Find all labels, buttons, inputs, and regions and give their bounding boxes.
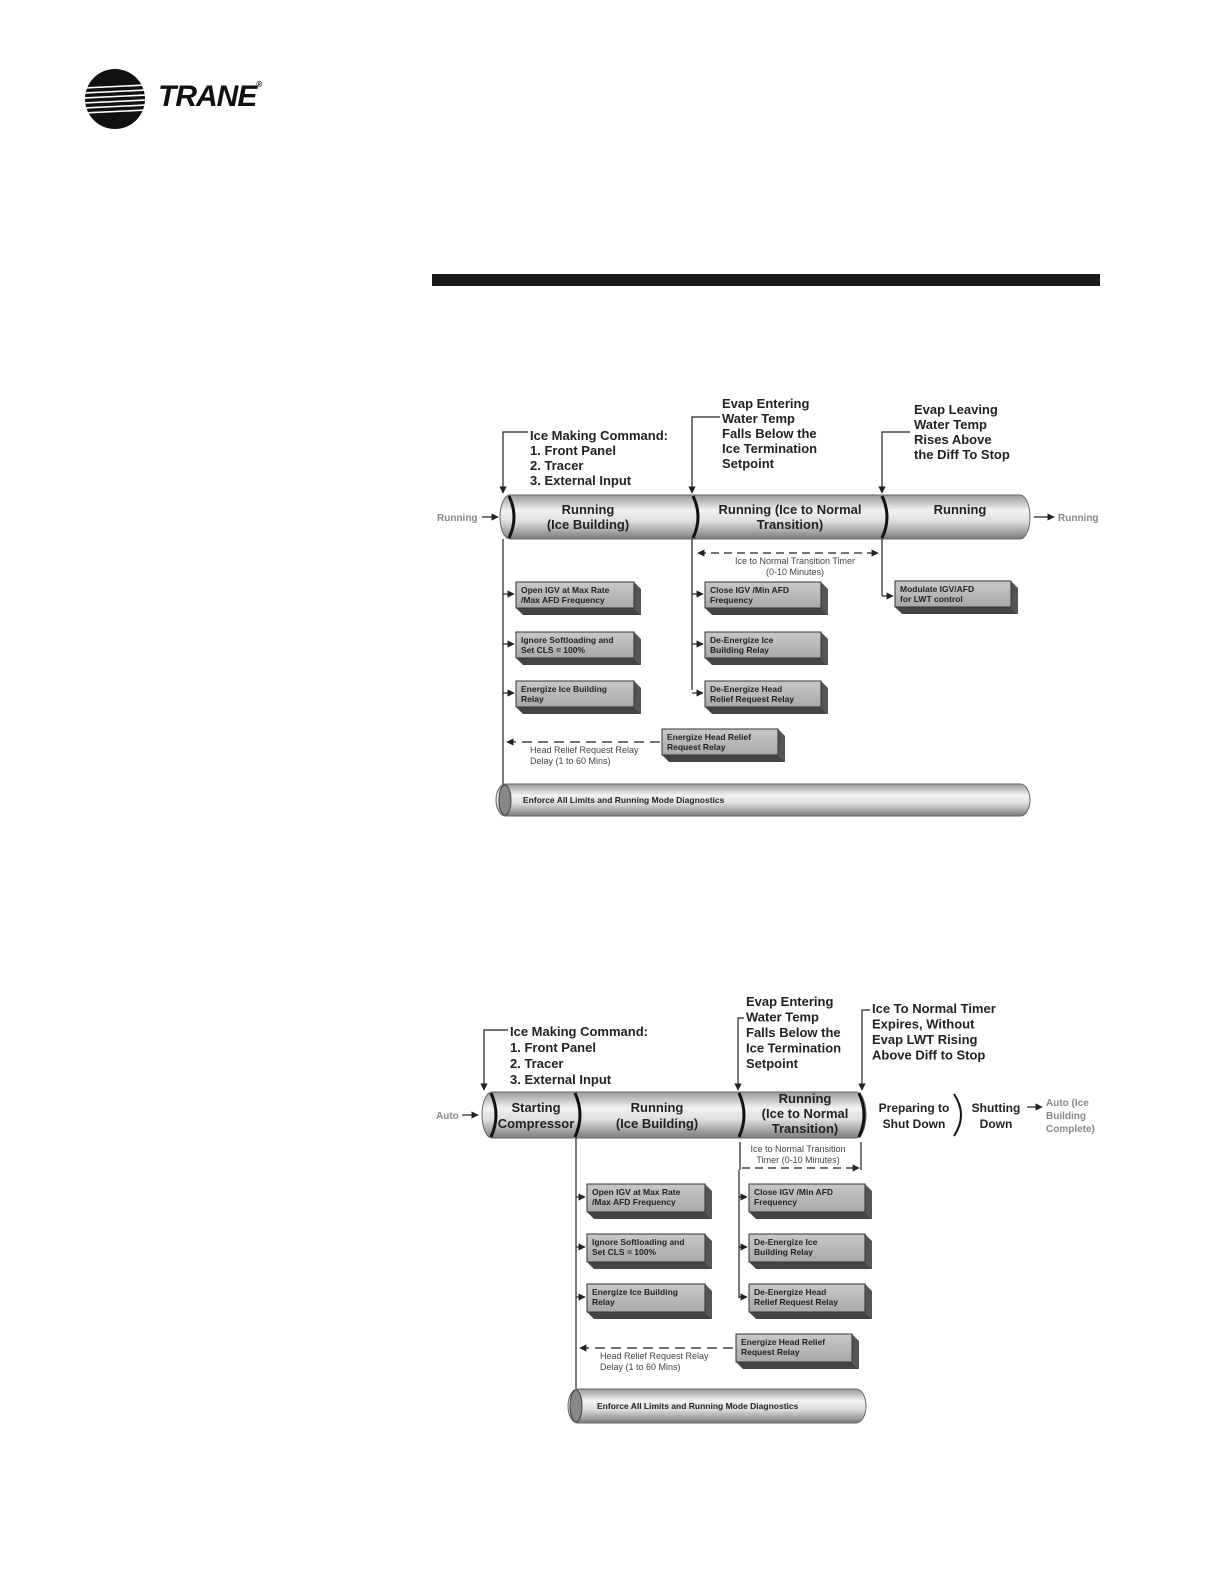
evap-entering-note: Evap Entering	[722, 396, 810, 411]
action-box-left-2-label: Ignore Softloading and	[521, 635, 614, 645]
action-box-left-1-bottom	[516, 608, 641, 615]
timer-expires-note: Evap LWT Rising	[872, 1032, 978, 1047]
action-box-mid-2-label: Building Relay	[710, 645, 770, 655]
head-relief-box-label: Request Relay	[667, 742, 726, 752]
state-label-1: Running	[561, 502, 615, 517]
timer-label: Ice to Normal Transition	[750, 1144, 846, 1154]
action-box-left-1-label: /Max AFD Frequency	[592, 1197, 676, 1207]
command-note-item: 3. External Input	[510, 1072, 612, 1087]
enforce-pipe-end	[570, 1390, 582, 1422]
evap-entering-note: Falls Below the	[746, 1025, 841, 1040]
action-box-mid-1-label: Close IGV /Min AFD	[754, 1187, 834, 1197]
output-state-label: Building	[1046, 1111, 1086, 1122]
state-label-1: (Ice Building)	[546, 517, 630, 532]
action-box-left-1-bottom	[587, 1212, 712, 1219]
action-box-mid-1-bottom	[749, 1212, 872, 1219]
action-box-mid-1-label: Frequency	[710, 595, 753, 605]
brand-name: TRANE	[158, 80, 257, 113]
command-arrow	[503, 432, 528, 493]
evap-entering-note: Ice Termination	[746, 1040, 842, 1056]
evap-entering-note: Ice Termination	[722, 441, 818, 456]
timer-label: Ice to Normal Transition Timer	[734, 556, 856, 566]
action-box-mid-3-bottom	[749, 1312, 872, 1319]
evap-leaving-note: Rises Above	[914, 432, 992, 447]
command-note-item: 2. Tracer	[530, 458, 584, 473]
command-note-title: Ice Making Command:	[510, 1024, 648, 1039]
action-box-mid-1-label: Close IGV /Min AFD	[710, 585, 790, 595]
action-box-mid-1-label: Frequency	[754, 1197, 797, 1207]
action-box-right-label: for LWT control	[900, 594, 963, 604]
action-box-mid-2-label: De-Energize Ice	[754, 1237, 818, 1247]
evap-entering-note: Setpoint	[746, 1056, 798, 1071]
enforce-pipe-end	[499, 785, 511, 815]
action-box-left-2-bottom	[516, 658, 641, 665]
timer-expires-note: Expires, Without	[872, 1016, 975, 1032]
state-label-2: (Ice Building)	[615, 1116, 699, 1131]
head-relief-box-bottom	[662, 755, 785, 762]
head-relief-delay-label: Delay (1 to 60 Mins)	[530, 756, 611, 766]
timer-label: (0-10 Minutes)	[765, 567, 825, 577]
action-box-left-2-label: Ignore Softloading and	[592, 1237, 685, 1247]
enforce-label: Enforce All Limits and Running Mode Diagnostics	[597, 1401, 799, 1411]
command-arrow	[484, 1030, 508, 1090]
action-box-left-3-label: Relay	[521, 694, 544, 704]
head-relief-box-label: Request Relay	[741, 1347, 800, 1357]
evap-entering-note: Setpoint	[722, 456, 774, 471]
action-box-right-bottom	[895, 607, 1018, 614]
action-box-left-1-label: Open IGV at Max Rate	[521, 585, 610, 595]
evap-leaving-note: Water Temp	[914, 417, 987, 432]
state-separator	[954, 1094, 961, 1136]
state-label-5: Down	[979, 1117, 1013, 1131]
action-box-mid-3-label: De-Energize Head	[754, 1287, 827, 1297]
evap-entering-note: Water Temp	[722, 411, 795, 426]
action-box-mid-1-bottom	[705, 608, 828, 615]
state-label-1: Starting	[511, 1100, 561, 1115]
output-state-label: Running	[1058, 513, 1099, 524]
timer-label: Timer (0-10 Minutes)	[756, 1155, 840, 1165]
state-label-1: Compressor	[497, 1116, 575, 1131]
action-box-mid-3-label: Relief Request Relay	[754, 1297, 839, 1307]
command-note-item: 3. External Input	[530, 473, 632, 488]
state-label-2: Running (Ice to Normal	[718, 502, 862, 517]
output-state-label: Auto (Ice	[1046, 1098, 1089, 1109]
input-state-label: Running	[437, 513, 478, 524]
evap-leaving-note: Evap Leaving	[914, 402, 998, 417]
state-label-4: Preparing to	[878, 1101, 950, 1115]
state-label-3: Running	[933, 502, 987, 517]
head-relief-box-label: Energize Head Relief	[667, 732, 752, 742]
action-box-left-1-label: Open IGV at Max Rate	[592, 1187, 681, 1197]
evap-entering-note: Water Temp	[746, 1009, 819, 1025]
command-note-title: Ice Making Command:	[530, 428, 668, 443]
timer-expires-note: Ice To Normal Timer	[872, 1001, 996, 1016]
action-box-mid-2-label: Building Relay	[754, 1247, 814, 1257]
command-note-item: 1. Front Panel	[530, 443, 616, 458]
action-box-left-3-label: Energize Ice Building	[592, 1287, 678, 1297]
action-box-right-label: Modulate IGV/AFD	[900, 584, 975, 594]
action-box-mid-3-label: De-Energize Head	[710, 684, 783, 694]
head-relief-box-label: Energize Head Relief	[741, 1337, 826, 1347]
registered-mark: ®	[256, 80, 262, 89]
head-relief-box-bottom	[736, 1362, 859, 1369]
state-label-2: Running	[630, 1100, 684, 1115]
diagram-ice-building-from-auto	[436, 994, 1095, 1423]
input-state-label: Auto	[436, 1111, 459, 1122]
timer-expires-note: Above Diff to Stop	[872, 1047, 986, 1063]
head-relief-delay-label: Head Relief Request Relay	[600, 1351, 709, 1361]
action-box-left-2-label: Set CLS = 100%	[521, 645, 586, 655]
state-label-5: Shutting	[971, 1101, 1021, 1115]
head-relief-delay-label: Delay (1 to 60 Mins)	[600, 1362, 681, 1372]
command-note-item: 1. Front Panel	[510, 1040, 596, 1055]
action-box-left-3-bottom	[516, 707, 641, 714]
action-box-left-3-bottom	[587, 1312, 712, 1319]
state-label-3: Running	[778, 1091, 832, 1106]
evap-leaving-arrow	[882, 432, 910, 493]
action-box-left-1-label: /Max AFD Frequency	[521, 595, 605, 605]
head-relief-delay-label: Head Relief Request Relay	[530, 745, 639, 755]
state-label-3: (Ice to Normal	[761, 1106, 849, 1121]
output-state-label: Complete)	[1046, 1124, 1095, 1135]
action-box-left-2-bottom	[587, 1262, 712, 1269]
action-box-left-2-label: Set CLS = 100%	[592, 1247, 657, 1257]
evap-entering-note: Evap Entering	[746, 994, 834, 1009]
diagram-ice-building-from-running	[437, 396, 1099, 816]
command-note-item: 2. Tracer	[510, 1056, 564, 1071]
action-box-mid-2-label: De-Energize Ice	[710, 635, 774, 645]
evap-entering-arrow	[692, 417, 720, 493]
evap-leaving-note: the Diff To Stop	[914, 447, 1010, 462]
action-box-mid-2-bottom	[705, 658, 828, 665]
enforce-label: Enforce All Limits and Running Mode Diagnostics	[523, 795, 725, 805]
action-box-mid-3-label: Relief Request Relay	[710, 694, 795, 704]
evap-entering-note: Falls Below the	[722, 426, 817, 441]
action-box-mid-2-bottom	[749, 1262, 872, 1269]
action-box-mid-3-bottom	[705, 707, 828, 714]
state-label-3: Transition)	[771, 1121, 839, 1136]
state-label-4: Shut Down	[882, 1117, 946, 1131]
evap-entering-arrow	[738, 1018, 744, 1090]
action-box-left-3-label: Relay	[592, 1297, 615, 1307]
action-box-left-3-label: Energize Ice Building	[521, 684, 607, 694]
timer-expires-arrow	[862, 1010, 870, 1090]
state-label-2: Transition)	[756, 517, 824, 532]
